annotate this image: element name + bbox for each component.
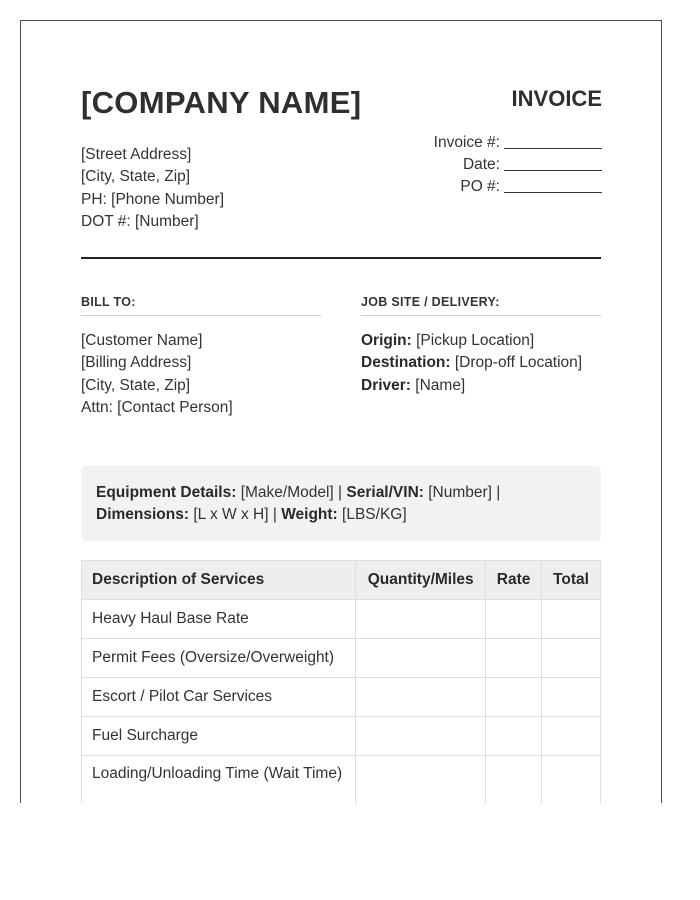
total-cell[interactable] bbox=[542, 717, 601, 756]
table-row bbox=[82, 756, 601, 804]
service-description: Heavy Haul Base Rate bbox=[82, 600, 356, 639]
table-row bbox=[82, 717, 601, 756]
origin-row bbox=[361, 330, 582, 352]
bill-to-heading: BILL TO: bbox=[81, 295, 321, 316]
serial-vin-label: Serial/VIN: bbox=[346, 484, 424, 501]
rate-cell[interactable] bbox=[486, 678, 542, 717]
po-number-row bbox=[434, 176, 602, 198]
table-row bbox=[82, 639, 601, 678]
company-address bbox=[81, 144, 224, 233]
destination-label: Destination: bbox=[361, 354, 451, 372]
rate-cell[interactable] bbox=[486, 600, 542, 639]
services-table bbox=[81, 560, 601, 803]
destination-value: [Drop-off Location] bbox=[454, 354, 583, 372]
dimensions-value: [L x W x H] | bbox=[193, 506, 277, 523]
invoice-meta bbox=[434, 132, 602, 198]
destination-row bbox=[361, 352, 582, 374]
rate-cell[interactable] bbox=[486, 717, 542, 756]
total-cell[interactable] bbox=[542, 678, 601, 717]
header-divider bbox=[81, 257, 601, 259]
bill-to-line: [Customer Name] bbox=[81, 332, 203, 349]
quantity-cell[interactable] bbox=[356, 678, 486, 717]
document-title: INVOICE bbox=[511, 86, 602, 111]
column-quantity: Quantity/Miles bbox=[356, 561, 486, 600]
rate-cell[interactable] bbox=[486, 639, 542, 678]
driver-row bbox=[361, 375, 582, 397]
company-name: [COMPANY NAME] bbox=[81, 85, 362, 120]
date-label: Date: bbox=[462, 156, 500, 173]
service-description: Loading/Unloading Time (Wait Time) bbox=[82, 756, 356, 804]
quantity-cell[interactable] bbox=[356, 756, 486, 804]
total-cell[interactable] bbox=[542, 756, 601, 804]
equipment-value: [Make/Model] | bbox=[240, 484, 343, 501]
address-line: DOT #: [Number] bbox=[81, 212, 199, 230]
column-total: Total bbox=[542, 561, 601, 600]
weight-label: Weight: bbox=[281, 506, 338, 523]
driver-value: [Name] bbox=[415, 376, 466, 394]
weight-value: [LBS/KG] bbox=[342, 506, 407, 523]
invoice-number-label: Invoice #: bbox=[433, 134, 500, 151]
quantity-cell[interactable] bbox=[356, 600, 486, 639]
column-description: Description of Services bbox=[82, 561, 356, 600]
equipment-label: Equipment Details: bbox=[96, 484, 237, 501]
address-line: [Street Address] bbox=[81, 146, 192, 163]
address-line: PH: [Phone Number] bbox=[81, 190, 225, 208]
origin-label: Origin: bbox=[361, 332, 412, 349]
total-cell[interactable] bbox=[542, 600, 601, 639]
date-field[interactable] bbox=[504, 156, 602, 171]
po-number-label: PO #: bbox=[460, 178, 500, 195]
service-description: Permit Fees (Oversize/Overweight) bbox=[82, 639, 356, 678]
total-cell[interactable] bbox=[542, 639, 601, 678]
service-description: Fuel Surcharge bbox=[82, 717, 356, 756]
bill-to-line: Attn: [Contact Person] bbox=[81, 399, 233, 417]
bill-to-block bbox=[81, 330, 233, 420]
equipment-details-box bbox=[81, 466, 601, 541]
service-description: Escort / Pilot Car Services bbox=[82, 678, 356, 717]
job-site-block bbox=[361, 330, 582, 397]
dimensions-label: Dimensions: bbox=[96, 506, 190, 523]
bill-to-line: [City, State, Zip] bbox=[81, 376, 191, 394]
invoice-number-field[interactable] bbox=[504, 134, 602, 149]
invoice-number-row bbox=[434, 132, 602, 154]
job-site-heading: JOB SITE / DELIVERY: bbox=[361, 295, 601, 316]
invoice-page bbox=[20, 20, 662, 803]
driver-label: Driver: bbox=[361, 376, 411, 394]
table-header-row bbox=[82, 561, 601, 600]
table-row bbox=[82, 600, 601, 639]
rate-cell[interactable] bbox=[486, 756, 542, 804]
date-row bbox=[434, 154, 602, 176]
quantity-cell[interactable] bbox=[356, 717, 486, 756]
quantity-cell[interactable] bbox=[356, 639, 486, 678]
column-rate: Rate bbox=[486, 561, 542, 600]
po-number-field[interactable] bbox=[504, 178, 602, 193]
serial-vin-value: [Number] | bbox=[428, 484, 501, 501]
table-row bbox=[82, 678, 601, 717]
address-line: [City, State, Zip] bbox=[81, 168, 191, 186]
origin-value: [Pickup Location] bbox=[416, 332, 535, 349]
bill-to-line: [Billing Address] bbox=[81, 354, 192, 372]
